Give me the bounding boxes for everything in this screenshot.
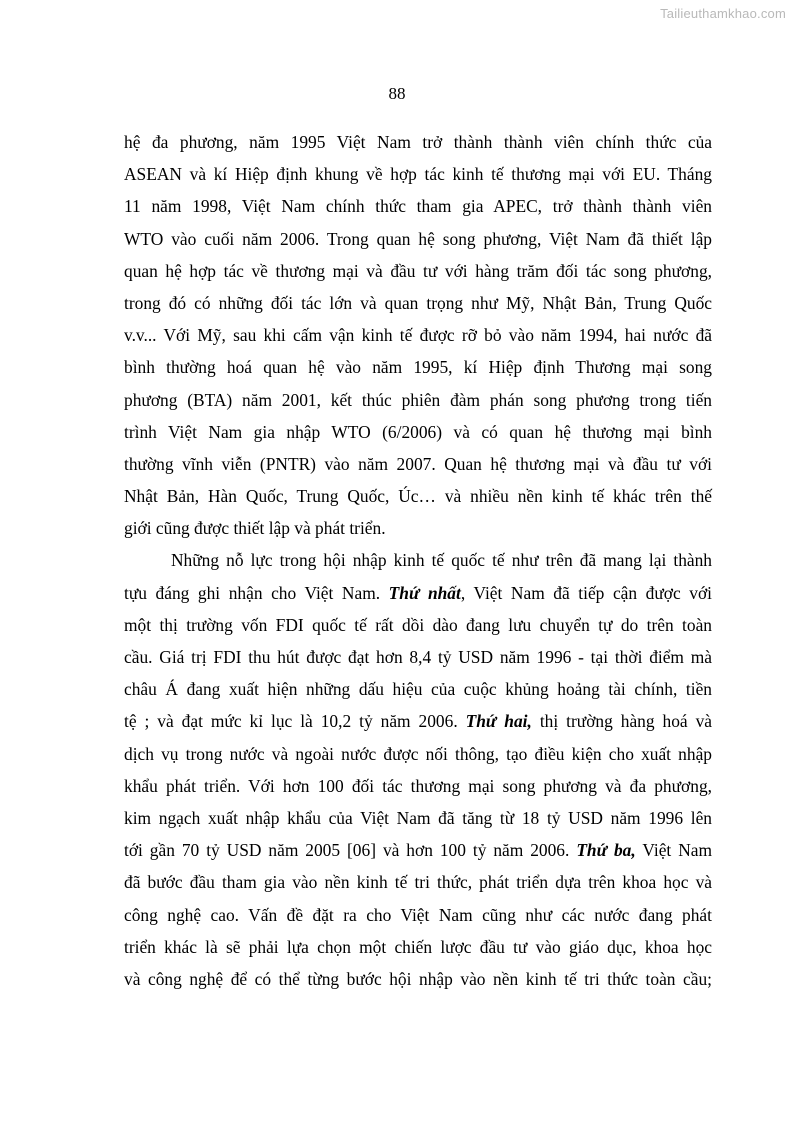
text-line: hệ đa phương, năm 1995 Việt Nam trở thành thành viên chính thức của — [124, 132, 712, 152]
text-line: 11 năm 1998, Việt Nam chính thức tham gia APEC, trở thành thành viên — [124, 196, 712, 217]
text-line: dịch vụ trong nước và ngoài nước được nối thông, tạo điều kiện cho xuất nhập — [124, 743, 712, 764]
text-line: một thị trường vốn FDI quốc tế rất dồi dào đang lưu chuyển tự do trên toàn — [124, 614, 712, 635]
text-line: tới gần 70 tỷ USD năm 2005 [06] và hơn 100 tỷ năm 2006. Thứ ba, Việt Nam — [124, 840, 712, 861]
page-number: 88 — [388, 84, 406, 103]
paragraph-1 — [124, 126, 712, 544]
text-line: WTO vào cuối năm 2006. Trong quan hệ song phương, Việt Nam đã thiết lập — [124, 228, 712, 249]
text-line: quan hệ hợp tác về thương mại và đầu tư với hàng trăm đối tác song phương, — [124, 260, 712, 281]
text-line: ASEAN và kí Hiệp định khung về hợp tác kinh tế thương mại với EU. Tháng — [124, 164, 712, 185]
text-line: công nghệ cao. Vấn đề đặt ra cho Việt Nam cũng như các nước đang phát — [124, 904, 712, 925]
text-line: châu Á đang xuất hiện những dấu hiệu của cuộc khủng hoảng tài chính, tiền — [124, 679, 712, 700]
text-line: phương (BTA) năm 2001, kết thúc phiên đàm phán song phương trong tiến — [124, 389, 712, 410]
text-line: thường vĩnh viễn (PNTR) vào năm 2007. Quan hệ thương mại và đầu tư với — [124, 453, 712, 474]
text-line: kim ngạch xuất nhập khẩu của Việt Nam đã tăng từ 18 tỷ USD năm 1996 lên — [124, 807, 712, 828]
text-line: trong đó có những đối tác lớn và quan trọng như Mỹ, Nhật Bản, Trung Quốc — [124, 292, 712, 313]
emphasis-third: Thứ ba, — [576, 840, 636, 861]
text-line: tựu đáng ghi nhận cho Việt Nam. Thứ nhất, Việt Nam đã tiếp cận được với — [124, 582, 712, 603]
text-line: giới cũng được thiết lập và phát triển. — [124, 518, 386, 539]
text-line: Nhật Bản, Hàn Quốc, Trung Quốc, Úc… và nhiều nền kinh tế khác trên thế — [124, 486, 712, 507]
text-line: triển khác là sẽ phải lựa chọn một chiến lược đầu tư vào giáo dục, khoa học — [124, 936, 712, 957]
emphasis-second: Thứ hai, — [465, 711, 532, 732]
document-body — [124, 126, 712, 995]
text-line: v.v... Với Mỹ, sau khi cấm vận kinh tế được rỡ bỏ vào năm 1994, hai nước đã — [124, 325, 712, 346]
watermark: Tailieuthamkhao.com — [660, 6, 786, 21]
text-line: cầu. Giá trị FDI thu hút được đạt hơn 8,4 tỷ USD năm 1996 - tại thời điểm mà — [124, 647, 712, 667]
text-line: khẩu phát triển. Với hơn 100 đối tác thương mại song phương và đa phương, — [124, 775, 712, 796]
text-line: bình thường hoá quan hệ vào năm 1995, kí Hiệp định Thương mại song — [124, 357, 712, 378]
text-line: Những nỗ lực trong hội nhập kinh tế quốc tế như trên đã mang lại thành — [171, 550, 712, 571]
text-line: trình Việt Nam gia nhập WTO (6/2006) và có quan hệ thương mại bình — [124, 421, 712, 442]
text-line: tệ ; và đạt mức kỉ lục là 10,2 tỷ năm 2006. Thứ hai, thị trường hàng hoá và — [124, 711, 712, 732]
text-line: đã bước đầu tham gia vào nền kinh tế tri thức, phát triển dựa trên khoa học và — [124, 872, 712, 893]
paragraph-2 — [124, 544, 712, 995]
text-line: và công nghệ để có thể từng bước hội nhập vào nền kinh tế tri thức toàn cầu; — [124, 968, 712, 989]
emphasis-first: Thứ nhất — [388, 582, 461, 603]
